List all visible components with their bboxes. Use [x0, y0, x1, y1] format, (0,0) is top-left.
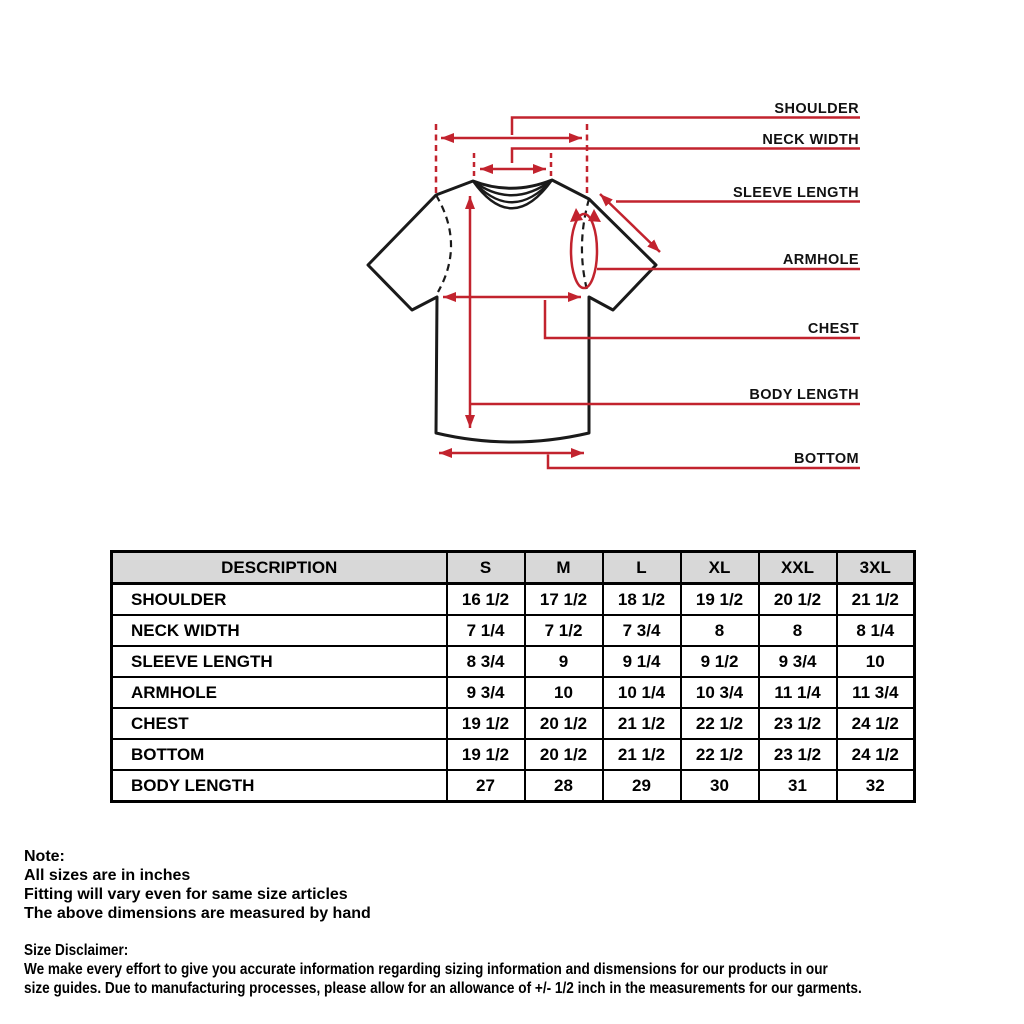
disclaimer-line: We make every effort to give you accurate information regarding sizing information and dismensions for our products in our [24, 961, 828, 978]
column-header-m: M [525, 552, 603, 584]
row-label: SLEEVE LENGTH [112, 646, 447, 677]
cell-value: 10 3/4 [681, 677, 759, 708]
disclaimer-title: Size Disclaimer: [24, 942, 129, 959]
cell-value: 22 1/2 [681, 739, 759, 770]
row-label: BOTTOM [112, 739, 447, 770]
size-table [110, 550, 916, 803]
cell-value: 19 1/2 [681, 584, 759, 616]
table-row-sleeve-length [112, 646, 915, 677]
cell-value: 19 1/2 [447, 708, 525, 739]
cell-value: 9 1/4 [603, 646, 681, 677]
cell-value: 9 3/4 [759, 646, 837, 677]
cell-value: 8 1/4 [837, 615, 915, 646]
cell-value: 9 1/2 [681, 646, 759, 677]
cell-value: 8 [759, 615, 837, 646]
cell-value: 11 1/4 [759, 677, 837, 708]
row-label: SHOULDER [112, 584, 447, 616]
cell-value: 24 1/2 [837, 708, 915, 739]
cell-value: 9 3/4 [447, 677, 525, 708]
cell-value: 32 [837, 770, 915, 802]
cell-value: 11 3/4 [837, 677, 915, 708]
size-table-header-row [112, 552, 915, 584]
cell-value: 16 1/2 [447, 584, 525, 616]
row-label: BODY LENGTH [112, 770, 447, 802]
cell-value: 21 1/2 [603, 708, 681, 739]
table-row-bottom [112, 739, 915, 770]
cell-value: 29 [603, 770, 681, 802]
cell-value: 30 [681, 770, 759, 802]
cell-value: 8 3/4 [447, 646, 525, 677]
diagram-label-sleeve-length: SLEEVE LENGTH [732, 185, 859, 201]
cell-value: 7 3/4 [603, 615, 681, 646]
note-line: Fitting will vary even for same size articles [24, 886, 348, 903]
cell-value: 9 [525, 646, 603, 677]
notes-section [24, 847, 371, 923]
cell-value: 10 [525, 677, 603, 708]
note-line: The above dimensions are measured by hand [24, 905, 371, 922]
notes-title: Note: [24, 848, 65, 865]
diagram-label-chest: CHEST [807, 321, 859, 337]
diagram-label-shoulder: SHOULDER [774, 101, 859, 117]
row-label: CHEST [112, 708, 447, 739]
column-header-s: S [447, 552, 525, 584]
cell-value: 21 1/2 [837, 584, 915, 616]
disclaimer-line: size guides. Due to manufacturing processes, please allow for an allowance of +/- 1/2 inch in the measurements for our garments. [24, 980, 862, 997]
cell-value: 10 [837, 646, 915, 677]
tshirt-outline [368, 180, 656, 442]
diagram-label-armhole: ARMHOLE [782, 252, 859, 268]
cell-value: 22 1/2 [681, 708, 759, 739]
size-disclaimer-section [24, 941, 1010, 998]
cell-value: 28 [525, 770, 603, 802]
cell-value: 20 1/2 [525, 739, 603, 770]
cell-value: 24 1/2 [837, 739, 915, 770]
cell-value: 31 [759, 770, 837, 802]
cell-value: 23 1/2 [759, 739, 837, 770]
cell-value: 20 1/2 [525, 708, 603, 739]
cell-value: 19 1/2 [447, 739, 525, 770]
row-label: NECK WIDTH [112, 615, 447, 646]
diagram-label-neck-width: NECK WIDTH [762, 132, 859, 148]
cell-value: 18 1/2 [603, 584, 681, 616]
cell-value: 17 1/2 [525, 584, 603, 616]
table-row-neck-width [112, 615, 915, 646]
note-line: All sizes are in inches [24, 867, 191, 884]
column-header-description: DESCRIPTION [112, 552, 447, 584]
cell-value: 7 1/4 [447, 615, 525, 646]
cell-value: 21 1/2 [603, 739, 681, 770]
column-header-xxl: XXL [759, 552, 837, 584]
column-header-xl: XL [681, 552, 759, 584]
diagram-label-bottom: BOTTOM [794, 451, 859, 467]
neck-width-leader-line [512, 149, 860, 164]
table-row-chest [112, 708, 915, 739]
table-row-armhole [112, 677, 915, 708]
cell-value: 8 [681, 615, 759, 646]
cell-value: 23 1/2 [759, 708, 837, 739]
cell-value: 20 1/2 [759, 584, 837, 616]
table-row-body-length [112, 770, 915, 802]
row-label: ARMHOLE [112, 677, 447, 708]
cell-value: 27 [447, 770, 525, 802]
cell-value: 10 1/4 [603, 677, 681, 708]
column-header-3xl: 3XL [837, 552, 915, 584]
column-header-l: L [603, 552, 681, 584]
diagram-label-body-length: BODY LENGTH [749, 387, 859, 403]
table-row-shoulder [112, 584, 915, 616]
cell-value: 7 1/2 [525, 615, 603, 646]
